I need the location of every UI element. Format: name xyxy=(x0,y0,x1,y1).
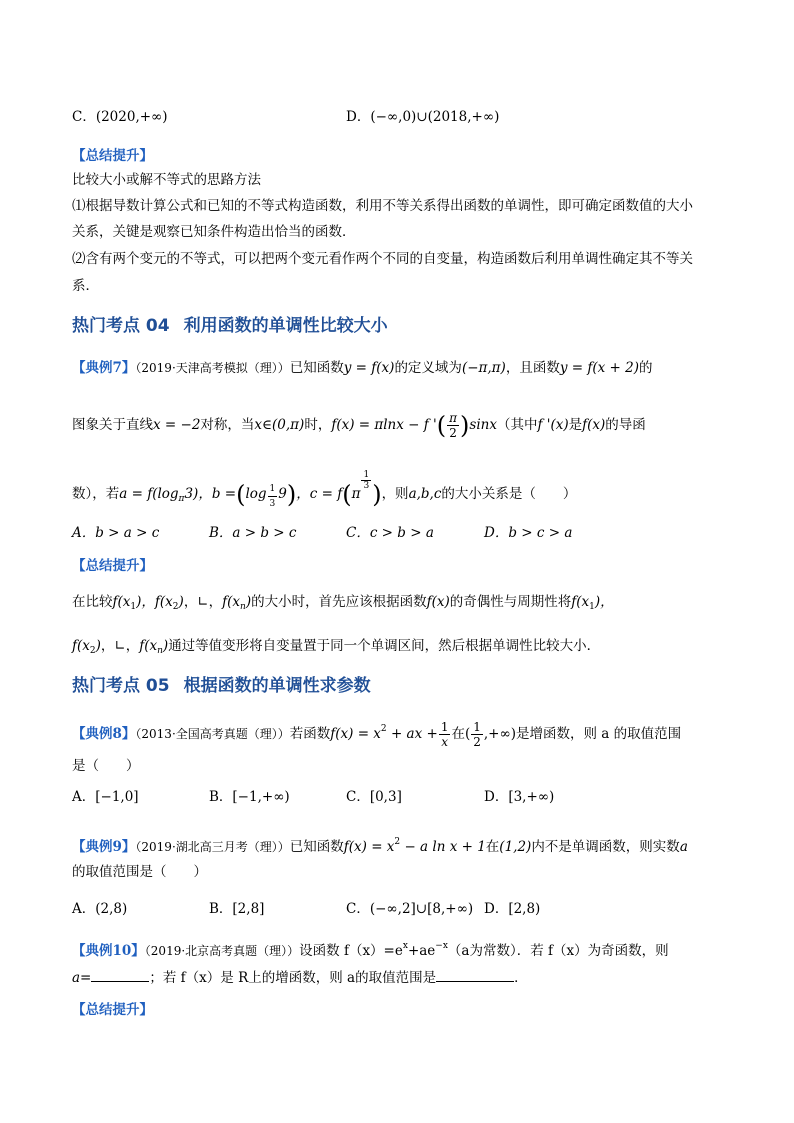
ex10-tag: 【典例10】 xyxy=(72,943,145,959)
ex9-tag: 【典例9】 xyxy=(72,839,136,855)
ex7-math: f(x) = πlnx − f ' xyxy=(331,417,437,433)
ex7-text: ，则 xyxy=(381,486,409,502)
close-paren: ) xyxy=(95,638,101,654)
ex7-text: 对称，当 xyxy=(200,417,255,433)
subscript: 2 xyxy=(89,646,96,656)
ex9-math: − a ln x + 1 xyxy=(400,839,486,855)
ex8-line1 xyxy=(72,712,681,751)
ex10-source: （2019·北京高考真题（理）） xyxy=(144,944,300,958)
pi-over-2-fraction xyxy=(447,411,459,440)
frac-numerator: 1 xyxy=(473,720,481,734)
ex7-option-a: A．b > a > c xyxy=(72,525,160,541)
ex9-text: 已知函数 xyxy=(289,839,344,855)
summary-label-2: 【总结提升】 xyxy=(72,558,153,574)
summary2-math: f(x xyxy=(72,638,90,654)
option-c-top: C．(2020,+∞) xyxy=(72,109,168,125)
ex8-option-c: C．[0,3] xyxy=(346,789,402,805)
superscript: 2 xyxy=(380,724,387,734)
summary1-p1-line1: ⑴根据导数计算公式和已知的不等式构造函数，利用不等关系得出函数的单调性，即可确定函数值的大小 xyxy=(72,198,693,214)
ex7-tag: 【典例7】 xyxy=(72,360,136,376)
exponent-one-third xyxy=(361,470,371,491)
ex8-math: f(x) = x xyxy=(330,726,381,742)
summary2-text: 通过等值变形将自变量置于同一个单调区间，然后根据单调性比较大小． xyxy=(168,638,601,654)
log-base: π xyxy=(178,494,185,504)
subscript: 2 xyxy=(172,602,179,612)
summary2-text: 的奇偶性与周期性将 xyxy=(449,594,572,610)
ex7-text: 的导函 xyxy=(605,417,646,433)
close-paren: ) xyxy=(162,638,169,654)
ex10-text: +ae xyxy=(407,943,436,959)
summary2-text: 的大小时，首先应该根据函数 xyxy=(251,594,427,610)
ex9-math: a xyxy=(679,839,688,855)
ex10-line2 xyxy=(72,968,528,988)
section-05-heading xyxy=(72,676,371,696)
summary1-title: 比较大小或解不等式的思路方法 xyxy=(72,172,261,188)
summary2-text: ，∟， xyxy=(183,594,223,610)
summary1-p1-line2: 关系，关键是观察已知条件构造出恰当的函数． xyxy=(72,224,356,240)
ex10-line1 xyxy=(72,936,669,961)
section-04-number: 热门考点 04 xyxy=(72,316,170,336)
subscript: n xyxy=(240,602,246,612)
frac-denominator: 3 xyxy=(363,481,370,491)
summary2-math: f(x xyxy=(139,638,158,654)
ex7-text: 的 xyxy=(638,360,653,376)
ex8-text: 在( xyxy=(451,726,471,742)
frac-numerator: π xyxy=(449,411,458,425)
frac-denominator: 2 xyxy=(449,426,457,440)
frac-denominator: x xyxy=(441,735,449,749)
ex9-text: 内不是单调函数，则实数 xyxy=(531,839,680,855)
ex7-math: sinx xyxy=(469,417,497,433)
ex9-math: f(x) = x xyxy=(343,839,395,855)
section-04-title: 利用函数的单调性比较大小 xyxy=(183,316,388,336)
close-paren: ) xyxy=(245,594,252,610)
one-over-x-fraction xyxy=(439,720,451,749)
ex9-math: (1,2) xyxy=(499,839,532,855)
ex7-math: 9 xyxy=(278,486,287,502)
ex7-text: 的大小关系是（ ） xyxy=(441,486,577,502)
ex7-math: y = f(x + 2) xyxy=(559,360,639,376)
ex10-text: （a为常数）．若 f（x）为奇函数，则 xyxy=(447,943,669,959)
ex7-text: ，且函数 xyxy=(505,360,560,376)
summary2-line2 xyxy=(72,636,600,661)
summary2-text: ，∟， xyxy=(100,638,140,654)
paren: ( xyxy=(342,480,352,509)
section-05-title: 根据函数的单调性求参数 xyxy=(183,676,371,696)
summary2-math: f(x xyxy=(154,594,173,610)
paren: ) xyxy=(372,480,382,509)
ex8-text: 若函数 xyxy=(289,726,331,742)
ex9-line1 xyxy=(72,832,688,857)
frac-denominator: 3 xyxy=(269,499,276,509)
ex8-math: + ax + xyxy=(386,726,438,742)
option-d-top: D．(−∞,0)∪(2018,+∞) xyxy=(346,109,500,125)
ex9-text: 在 xyxy=(485,839,500,855)
ex7-math: f '(x) xyxy=(537,417,569,433)
ex8-option-b: B．[−1,+∞) xyxy=(209,789,290,805)
ex7-text: 数），若 xyxy=(72,486,120,502)
summary2-math: f(x xyxy=(112,594,131,610)
ex9-option-b: B．[2,8] xyxy=(209,901,265,917)
ex7-math: a,b,c xyxy=(408,486,442,502)
paren: ( xyxy=(436,411,447,440)
superscript: 2 xyxy=(394,837,401,847)
summary1-p2-line2: 系． xyxy=(72,278,99,294)
ex9-option-d: D．[2,8) xyxy=(484,901,541,917)
ex8-text: ,+∞)是增函数，则 a 的取值范围 xyxy=(483,726,682,742)
ex7-text: 图象关于直线 xyxy=(72,417,153,433)
ex7-text: 是 xyxy=(568,417,583,433)
summary2-math: f(x xyxy=(571,594,590,610)
ex7-math: a = f(log xyxy=(119,486,179,502)
ex8-source: （2013·全国高考真题（理）） xyxy=(135,727,290,741)
ex7-math: x = −2 xyxy=(153,417,201,433)
ex7-text: 已知函数 xyxy=(289,360,344,376)
answer-blank-1[interactable] xyxy=(91,981,149,982)
ex7-line1 xyxy=(72,358,652,378)
ex9-option-c: C．(−∞,2]∪[8,+∞) xyxy=(346,901,474,917)
ex7-source: （2019·天津高考模拟（理）） xyxy=(135,361,290,375)
frac-denominator: 2 xyxy=(473,735,481,749)
frac-numerator: 1 xyxy=(440,720,449,734)
one-third-fraction xyxy=(268,482,278,511)
ex7-math: f(x) xyxy=(582,417,606,433)
close-paren: )， xyxy=(136,594,155,610)
summary2-text: 在比较 xyxy=(72,594,113,610)
close-paren: ) xyxy=(178,594,184,610)
frac-numerator: 1 xyxy=(268,482,278,497)
ex7-math: π xyxy=(351,486,361,502)
answer-blank-2[interactable] xyxy=(436,981,514,982)
paren: ( xyxy=(236,480,246,509)
ex7-line3 xyxy=(72,470,576,516)
ex10-text: ；若 f（x）是 R上的增函数，则 a的取值范围是 xyxy=(149,970,437,986)
subscript: 1 xyxy=(130,602,137,612)
summary2-math: f(x) xyxy=(426,594,450,610)
ex7-math: x∈(0,π) xyxy=(254,417,305,433)
ex7-option-d: D．b > c > a xyxy=(484,525,573,541)
ex8-line2: 是（ ） xyxy=(72,758,140,774)
summary2-line1 xyxy=(72,592,614,617)
subscript: n xyxy=(157,646,163,656)
ex7-line2 xyxy=(72,408,646,443)
paren: ) xyxy=(286,480,297,509)
summary2-math: f(x xyxy=(222,594,241,610)
ex7-math: 3)，b = xyxy=(184,486,237,502)
ex9-line2: 的取值范围是（ ） xyxy=(72,864,207,880)
superscript: x xyxy=(402,941,408,951)
ex9-source: （2019·湖北高三月考（理）） xyxy=(135,840,290,854)
summary1-p2-line1: ⑵含有两个变元的不等式，可以把两个变元看作两个不同的自变量，构造函数后利用单调性确定其不等关 xyxy=(72,251,693,267)
ex10-text: 设函数 f（x）=e xyxy=(299,943,403,959)
section-05-number: 热门考点 05 xyxy=(72,676,170,696)
ex7-math: (−π,π) xyxy=(461,360,506,376)
ex8-tag: 【典例8】 xyxy=(72,726,136,742)
ex7-math: y = f(x) xyxy=(343,360,395,376)
summary-label-1: 【总结提升】 xyxy=(72,148,153,164)
superscript: −x xyxy=(435,941,448,951)
close-paren: )， xyxy=(594,594,614,610)
ex7-math: log xyxy=(245,486,267,502)
ex7-text: （其中 xyxy=(496,417,538,433)
ex8-option-d: D．[3,+∞) xyxy=(484,789,555,805)
ex7-math: ，c = f xyxy=(296,486,343,502)
ex7-text: 的定义域为 xyxy=(394,360,462,376)
ex7-text: 时， xyxy=(304,417,332,433)
subscript: 1 xyxy=(589,602,595,612)
ex10-text: a= xyxy=(72,970,92,986)
summary-label-3: 【总结提升】 xyxy=(72,1002,153,1018)
ex7-option-c: C．c > b > a xyxy=(346,525,434,541)
half-fraction xyxy=(471,720,483,749)
ex8-option-a: A．[−1,0] xyxy=(72,789,139,805)
section-04-heading xyxy=(72,316,388,336)
ex10-text: ． xyxy=(514,970,528,986)
ex9-option-a: A．(2,8) xyxy=(72,901,128,917)
ex7-option-b: B．a > b > c xyxy=(209,525,297,541)
paren: ) xyxy=(460,411,470,440)
frac-numerator: 1 xyxy=(363,470,370,480)
